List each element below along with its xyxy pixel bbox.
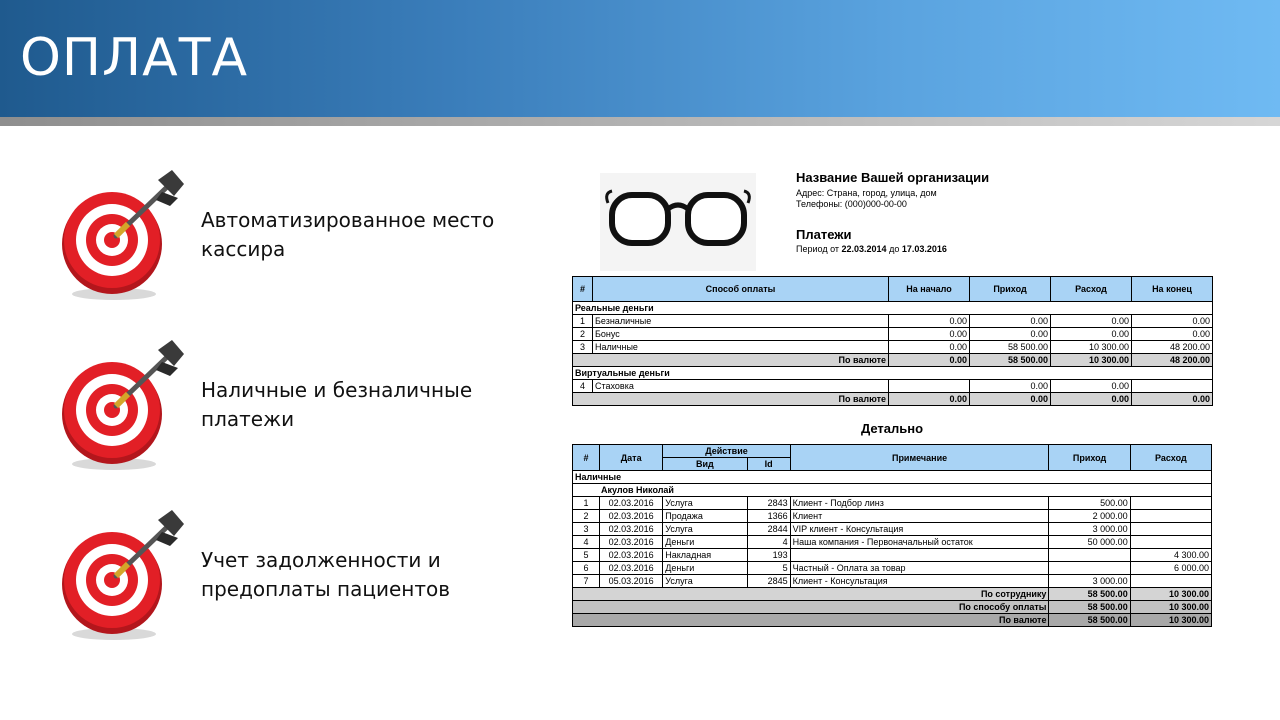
table-cell: 3 <box>573 341 593 354</box>
bullet-item <box>50 166 550 306</box>
table-cell: 0.00 <box>1051 328 1132 341</box>
table-cell: 48 200.00 <box>1132 354 1213 367</box>
col-header: На начало <box>889 277 970 302</box>
table-cell: 0.00 <box>970 393 1051 406</box>
table-cell: 1 <box>573 315 593 328</box>
table-cell: 4 <box>573 380 593 393</box>
table-cell: 0.00 <box>1132 393 1213 406</box>
table-cell: VIP клиент - Консультация <box>790 523 1049 536</box>
table-cell: 10 300.00 <box>1130 601 1211 614</box>
table-cell: Наличные <box>593 341 889 354</box>
detail-table <box>572 444 1212 627</box>
table-cell: 2 <box>573 328 593 341</box>
table-cell: 0.00 <box>970 328 1051 341</box>
table-cell: 0.00 <box>1132 328 1213 341</box>
table-cell: 58 500.00 <box>1049 601 1130 614</box>
table-cell: 0.00 <box>1051 380 1132 393</box>
table-cell: 2844 <box>747 523 790 536</box>
table-cell: 02.03.2016 <box>600 562 663 575</box>
col-header: Примечание <box>790 445 1049 471</box>
table-cell: Услуга <box>663 497 747 510</box>
table-cell: Услуга <box>663 523 747 536</box>
target-icon <box>54 166 194 306</box>
table-cell: Стаховка <box>593 380 889 393</box>
total-row <box>573 601 1212 614</box>
table-cell: Деньги <box>663 536 747 549</box>
org-address: Адрес: Страна, город, улица, дом <box>796 188 937 198</box>
table-cell: 2845 <box>747 575 790 588</box>
table-cell: 05.03.2016 <box>600 575 663 588</box>
table-cell: 5 <box>747 562 790 575</box>
table-cell: 48 200.00 <box>1132 341 1213 354</box>
table-cell: Клиент - Консультация <box>790 575 1049 588</box>
table-cell: 58 500.00 <box>1049 614 1130 627</box>
table-cell: Частный - Оплата за товар <box>790 562 1049 575</box>
table-cell <box>790 549 1049 562</box>
table-cell: Виртуальные деньги <box>573 367 1213 380</box>
table-cell: Акулов Николай <box>573 484 1212 497</box>
table-cell: По валюте <box>573 393 889 406</box>
table-cell: 5 <box>573 549 600 562</box>
col-header: Способ оплаты <box>593 277 889 302</box>
table-row <box>573 315 1213 328</box>
table-cell: 0.00 <box>889 328 970 341</box>
table-cell: 3 000.00 <box>1049 523 1130 536</box>
table-cell: 10 300.00 <box>1130 614 1211 627</box>
table-cell: 3 <box>573 523 600 536</box>
table-cell: По сотруднику <box>573 588 1049 601</box>
total-row <box>573 393 1213 406</box>
table-cell <box>1049 549 1130 562</box>
table-cell: 4 300.00 <box>1130 549 1211 562</box>
table-cell: 193 <box>747 549 790 562</box>
table-cell: 02.03.2016 <box>600 510 663 523</box>
table-cell: 02.03.2016 <box>600 497 663 510</box>
table-cell: По валюте <box>573 354 889 367</box>
total-row <box>573 614 1212 627</box>
table-cell: 58 500.00 <box>970 341 1051 354</box>
col-header: Расход <box>1051 277 1132 302</box>
bullet-item <box>50 506 550 646</box>
group-row <box>573 471 1212 484</box>
person-row <box>573 484 1212 497</box>
table-cell: 2843 <box>747 497 790 510</box>
table-cell: 4 <box>747 536 790 549</box>
table-cell: Бонус <box>593 328 889 341</box>
col-header: Приход <box>1049 445 1130 471</box>
table-cell: 2 <box>573 510 600 523</box>
table-cell: 58 500.00 <box>970 354 1051 367</box>
report-title: Платежи <box>796 227 852 242</box>
table-row <box>573 328 1213 341</box>
table-cell: Наша компания - Первоначальный остаток <box>790 536 1049 549</box>
table-cell: Реальные деньги <box>573 302 1213 315</box>
slide-title: ОПЛАТА <box>20 28 249 88</box>
table-row <box>573 549 1212 562</box>
table-cell: Накладная <box>663 549 747 562</box>
col-header: Расход <box>1130 445 1211 471</box>
table-cell: 0.00 <box>889 315 970 328</box>
table-cell: Безналичные <box>593 315 889 328</box>
summary-table <box>572 276 1213 406</box>
target-icon <box>54 506 194 646</box>
table-cell: 0.00 <box>1051 393 1132 406</box>
table-cell: Деньги <box>663 562 747 575</box>
table-cell <box>1130 523 1211 536</box>
table-cell: 1366 <box>747 510 790 523</box>
table-cell <box>889 380 970 393</box>
table-row <box>573 497 1212 510</box>
table-cell: 0.00 <box>889 393 970 406</box>
col-header: Id <box>747 458 790 471</box>
table-cell: 10 300.00 <box>1130 588 1211 601</box>
table-row <box>573 510 1212 523</box>
org-phones: Телефоны: (000)000-00-00 <box>796 199 907 209</box>
table-cell: Наличные <box>573 471 1212 484</box>
bullet-text: Наличные и безналичные платежи <box>201 378 473 431</box>
table-cell: 58 500.00 <box>1049 588 1130 601</box>
table-cell: 7 <box>573 575 600 588</box>
table-cell: 50 000.00 <box>1049 536 1130 549</box>
total-row <box>573 354 1213 367</box>
table-row <box>573 523 1212 536</box>
table-cell: 10 300.00 <box>1051 354 1132 367</box>
table-cell: 500.00 <box>1049 497 1130 510</box>
group-row <box>573 367 1213 380</box>
detail-title: Детально <box>860 421 924 436</box>
table-row <box>573 575 1212 588</box>
table-cell: Клиент - Подбор линз <box>790 497 1049 510</box>
table-cell <box>1130 536 1211 549</box>
table-cell: 4 <box>573 536 600 549</box>
table-row <box>573 562 1212 575</box>
table-cell <box>1130 510 1211 523</box>
bullet-item <box>50 336 550 476</box>
table-row <box>573 341 1213 354</box>
table-cell: 0.00 <box>889 341 970 354</box>
detail-header-row <box>573 445 1212 458</box>
table-cell: По способу оплаты <box>573 601 1049 614</box>
table-cell: 02.03.2016 <box>600 549 663 562</box>
table-row <box>573 536 1212 549</box>
table-row <box>573 380 1213 393</box>
report-period: Период от 22.03.2014 до 17.03.2016 <box>796 244 947 254</box>
table-cell <box>1049 562 1130 575</box>
target-icon <box>54 336 194 476</box>
summary-header-row <box>573 277 1213 302</box>
table-cell: 2 000.00 <box>1049 510 1130 523</box>
table-cell <box>1130 497 1211 510</box>
table-cell: 0.00 <box>970 315 1051 328</box>
table-cell: 0.00 <box>1051 315 1132 328</box>
bullet-text: Учет задолженности и предоплаты пациентов <box>201 548 451 601</box>
col-header: На конец <box>1132 277 1213 302</box>
glasses-icon <box>600 173 756 271</box>
col-header: # <box>573 445 600 471</box>
table-cell: 1 <box>573 497 600 510</box>
group-row <box>573 302 1213 315</box>
table-cell: 0.00 <box>970 380 1051 393</box>
table-cell: 0.00 <box>1132 315 1213 328</box>
table-cell <box>1130 575 1211 588</box>
table-cell: Клиент <box>790 510 1049 523</box>
org-name: Название Вашей организации <box>796 170 990 185</box>
table-cell: Продажа <box>663 510 747 523</box>
col-header: # <box>573 277 593 302</box>
table-cell: Услуга <box>663 575 747 588</box>
total-row <box>573 588 1212 601</box>
table-cell: По валюте <box>573 614 1049 627</box>
col-header: Вид <box>663 458 747 471</box>
table-cell: 10 300.00 <box>1051 341 1132 354</box>
header-strip <box>0 117 1280 126</box>
table-cell: 02.03.2016 <box>600 536 663 549</box>
col-header: Приход <box>970 277 1051 302</box>
table-cell: 6 000.00 <box>1130 562 1211 575</box>
table-cell: 6 <box>573 562 600 575</box>
col-header: Дата <box>600 445 663 471</box>
bullet-text: Автоматизированное место кассира <box>201 208 495 261</box>
table-cell: 0.00 <box>889 354 970 367</box>
table-cell <box>1132 380 1213 393</box>
table-cell: 02.03.2016 <box>600 523 663 536</box>
col-header: Действие <box>663 445 790 458</box>
table-cell: 3 000.00 <box>1049 575 1130 588</box>
